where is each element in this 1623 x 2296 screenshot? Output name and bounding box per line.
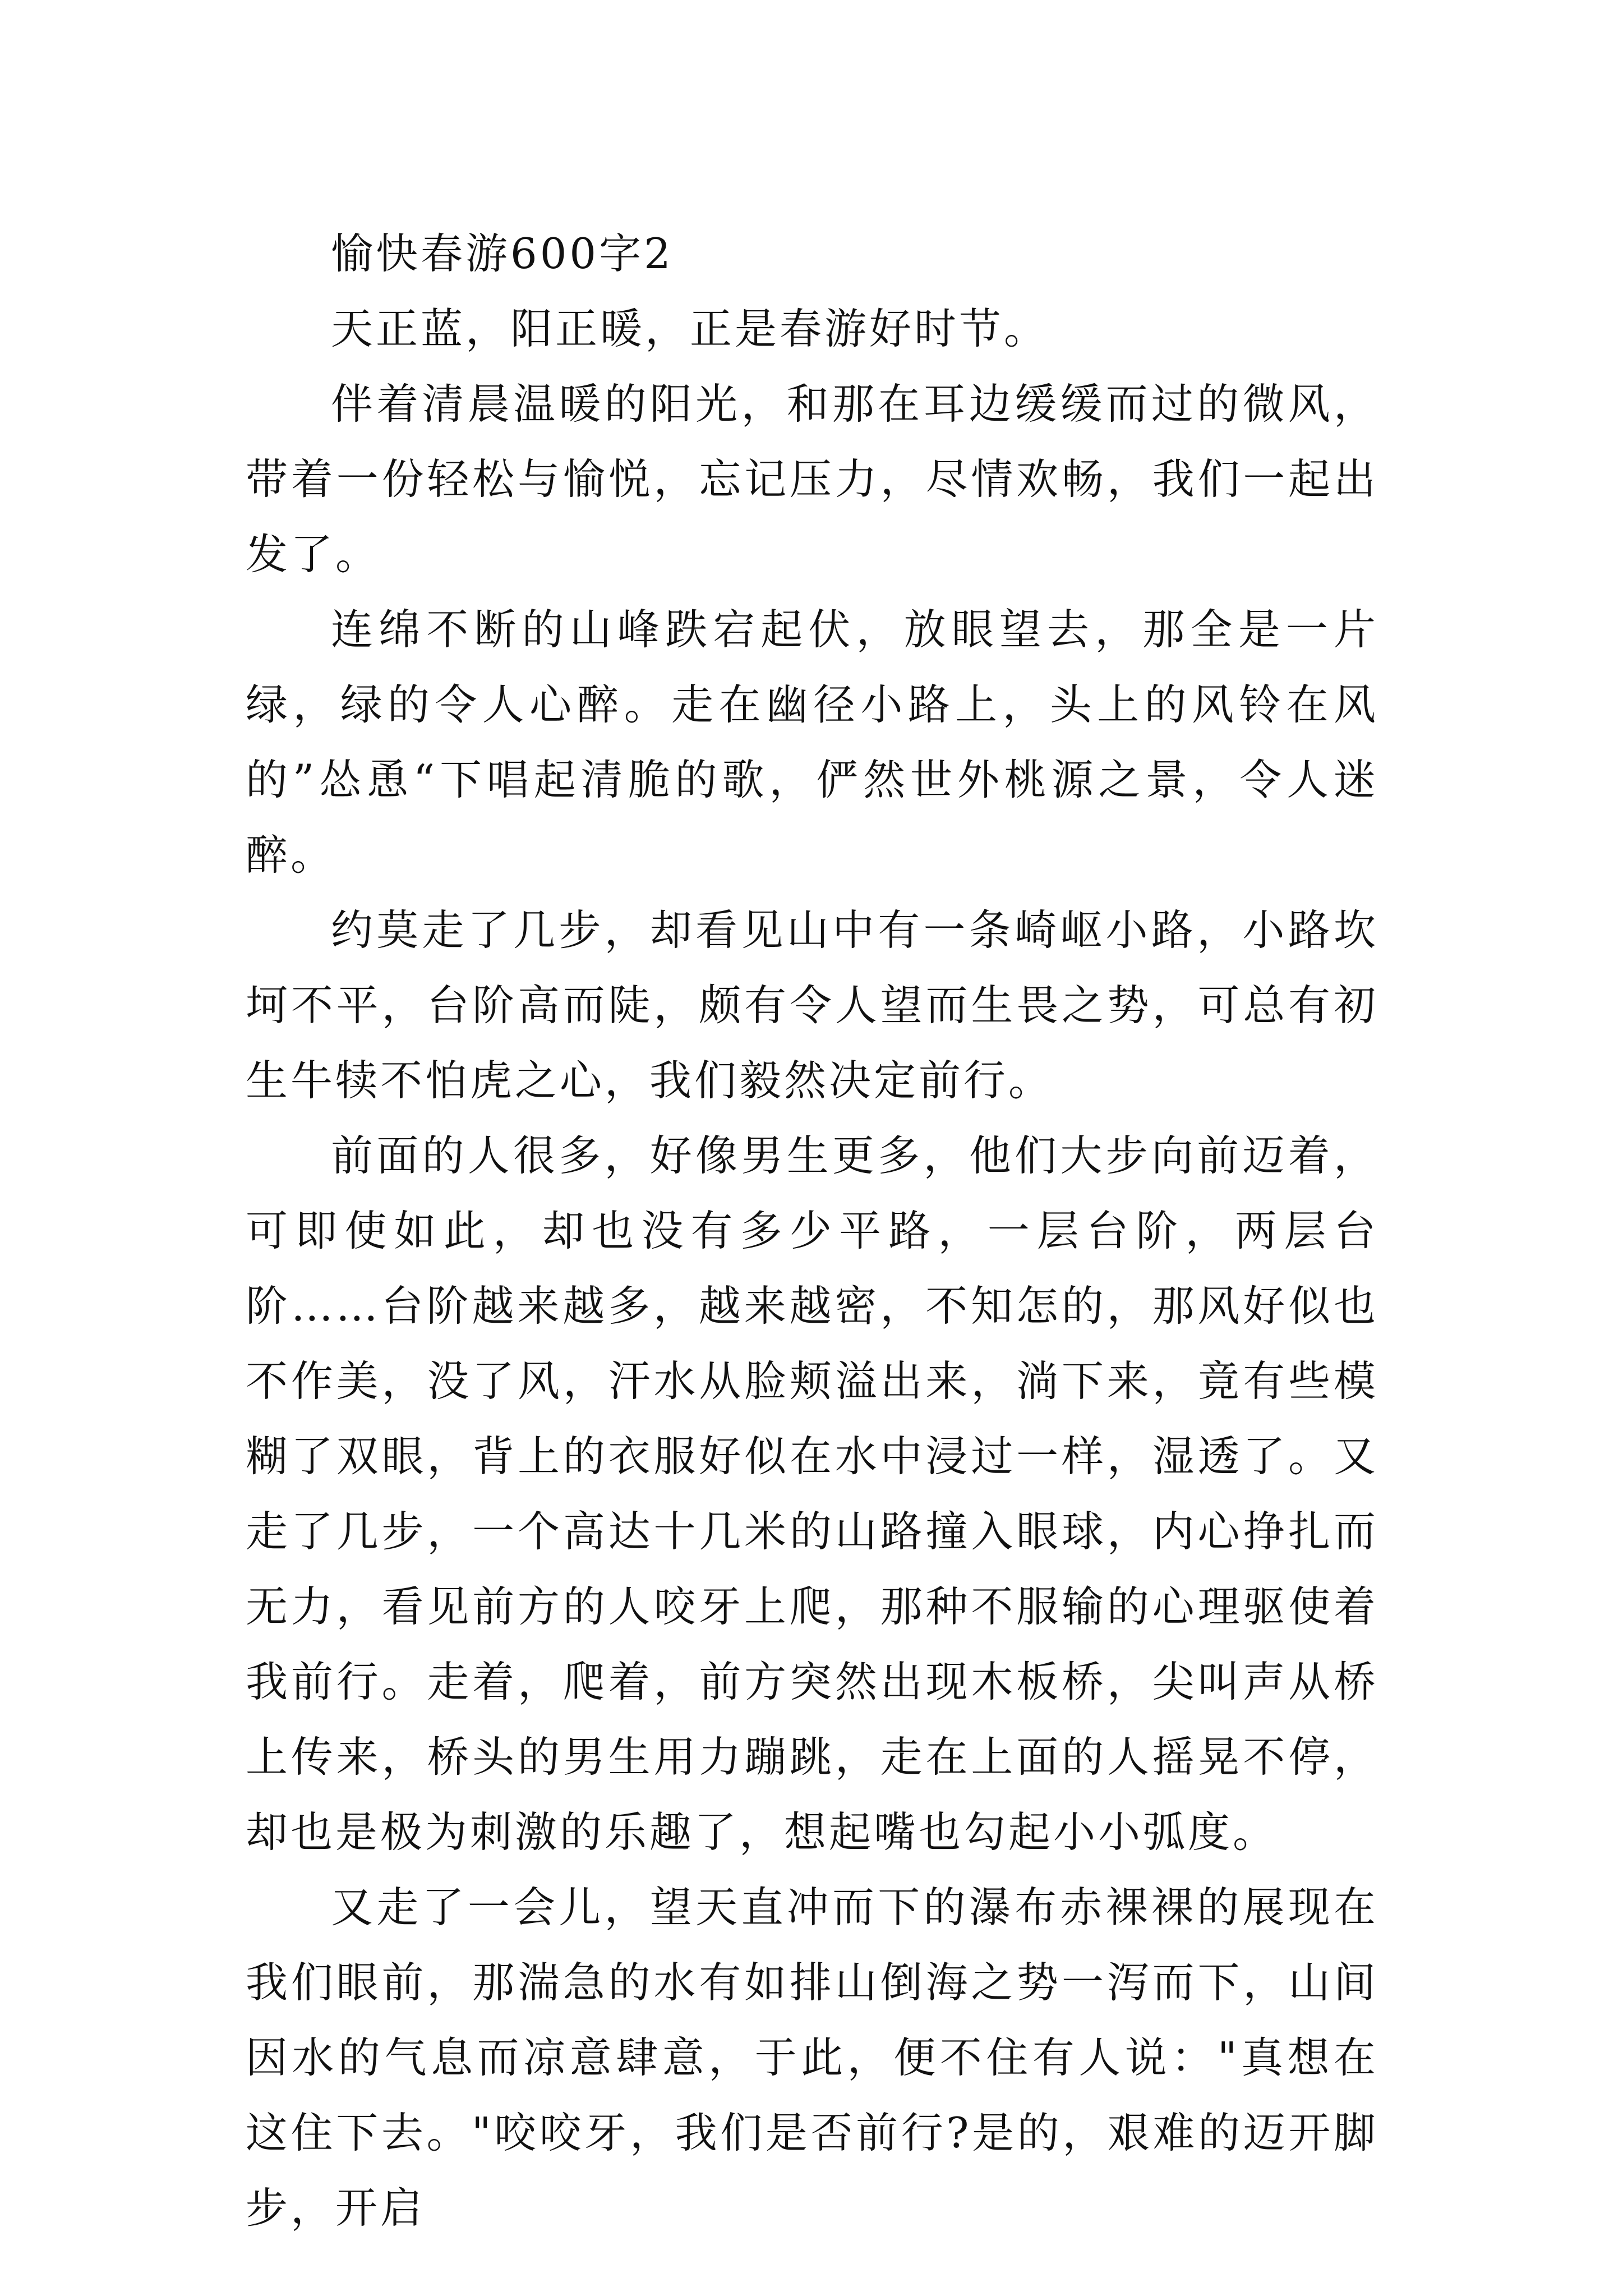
paragraph-1: 天正蓝，阳正暖，正是春游好时节。: [331, 304, 1049, 353]
article-title: 愉快春游600字2: [331, 229, 674, 278]
paragraph-3: 连绵不断的山峰跌宕起伏，放眼望去，那全是一片绿，绿的令人心醉。走在幽径小路上，头上的风铃在风的”怂恿“下唱起清脆的歌，俨然世外桃源之景，令人迷醉。: [246, 605, 1378, 880]
paragraph-6: 又走了一会儿，望天直冲而下的瀑布赤裸裸的展现在我们眼前，那湍急的水有如排山倒海之势一泻而下，山间因水的气息而凉意肆意，于此，便不住有人说："真想在这住下去。"咬咬牙，我们是否前行?是的，艰难的迈开脚步，开启: [246, 1883, 1378, 2233]
paragraph-5: 前面的人很多，好像男生更多，他们大步向前迈着，可即使如此，却也没有多少平路，一层台阶，两层台阶……台阶越来越多，越来越密，不知怎的，那风好似也不作美，没了风，汗水从脸颊溢出来，淌下来，竟有些模糊了双眼，背上的衣服好似在水中浸过一样，湿透了。又走了几步，一个高达十几米的山路撞入眼球，内心挣扎而无力，看见前方的人咬牙上爬，那种不服输的心理驱使着我前行。走着，爬着，前方突然出现木板桥，尖叫声从桥上传来，桥头的男生用力蹦跳，走在上面的人摇晃不停，却也是极为刺激的乐趣了，想起嘴也勾起小小弧度。: [246, 1131, 1378, 1857]
paragraph-4: 约莫走了几步，却看见山中有一条崎岖小路，小路坎坷不平，台阶高而陡，颇有令人望而生畏之势，可总有初生牛犊不怕虎之心，我们毅然决定前行。: [246, 905, 1378, 1105]
paragraph-2: 伴着清晨温暖的阳光，和那在耳边缓缓而过的微风，带着一份轻松与愉悦，忘记压力，尽情欢畅，我们一起出发了。: [246, 379, 1378, 579]
article-body: [246, 216, 1378, 2246]
